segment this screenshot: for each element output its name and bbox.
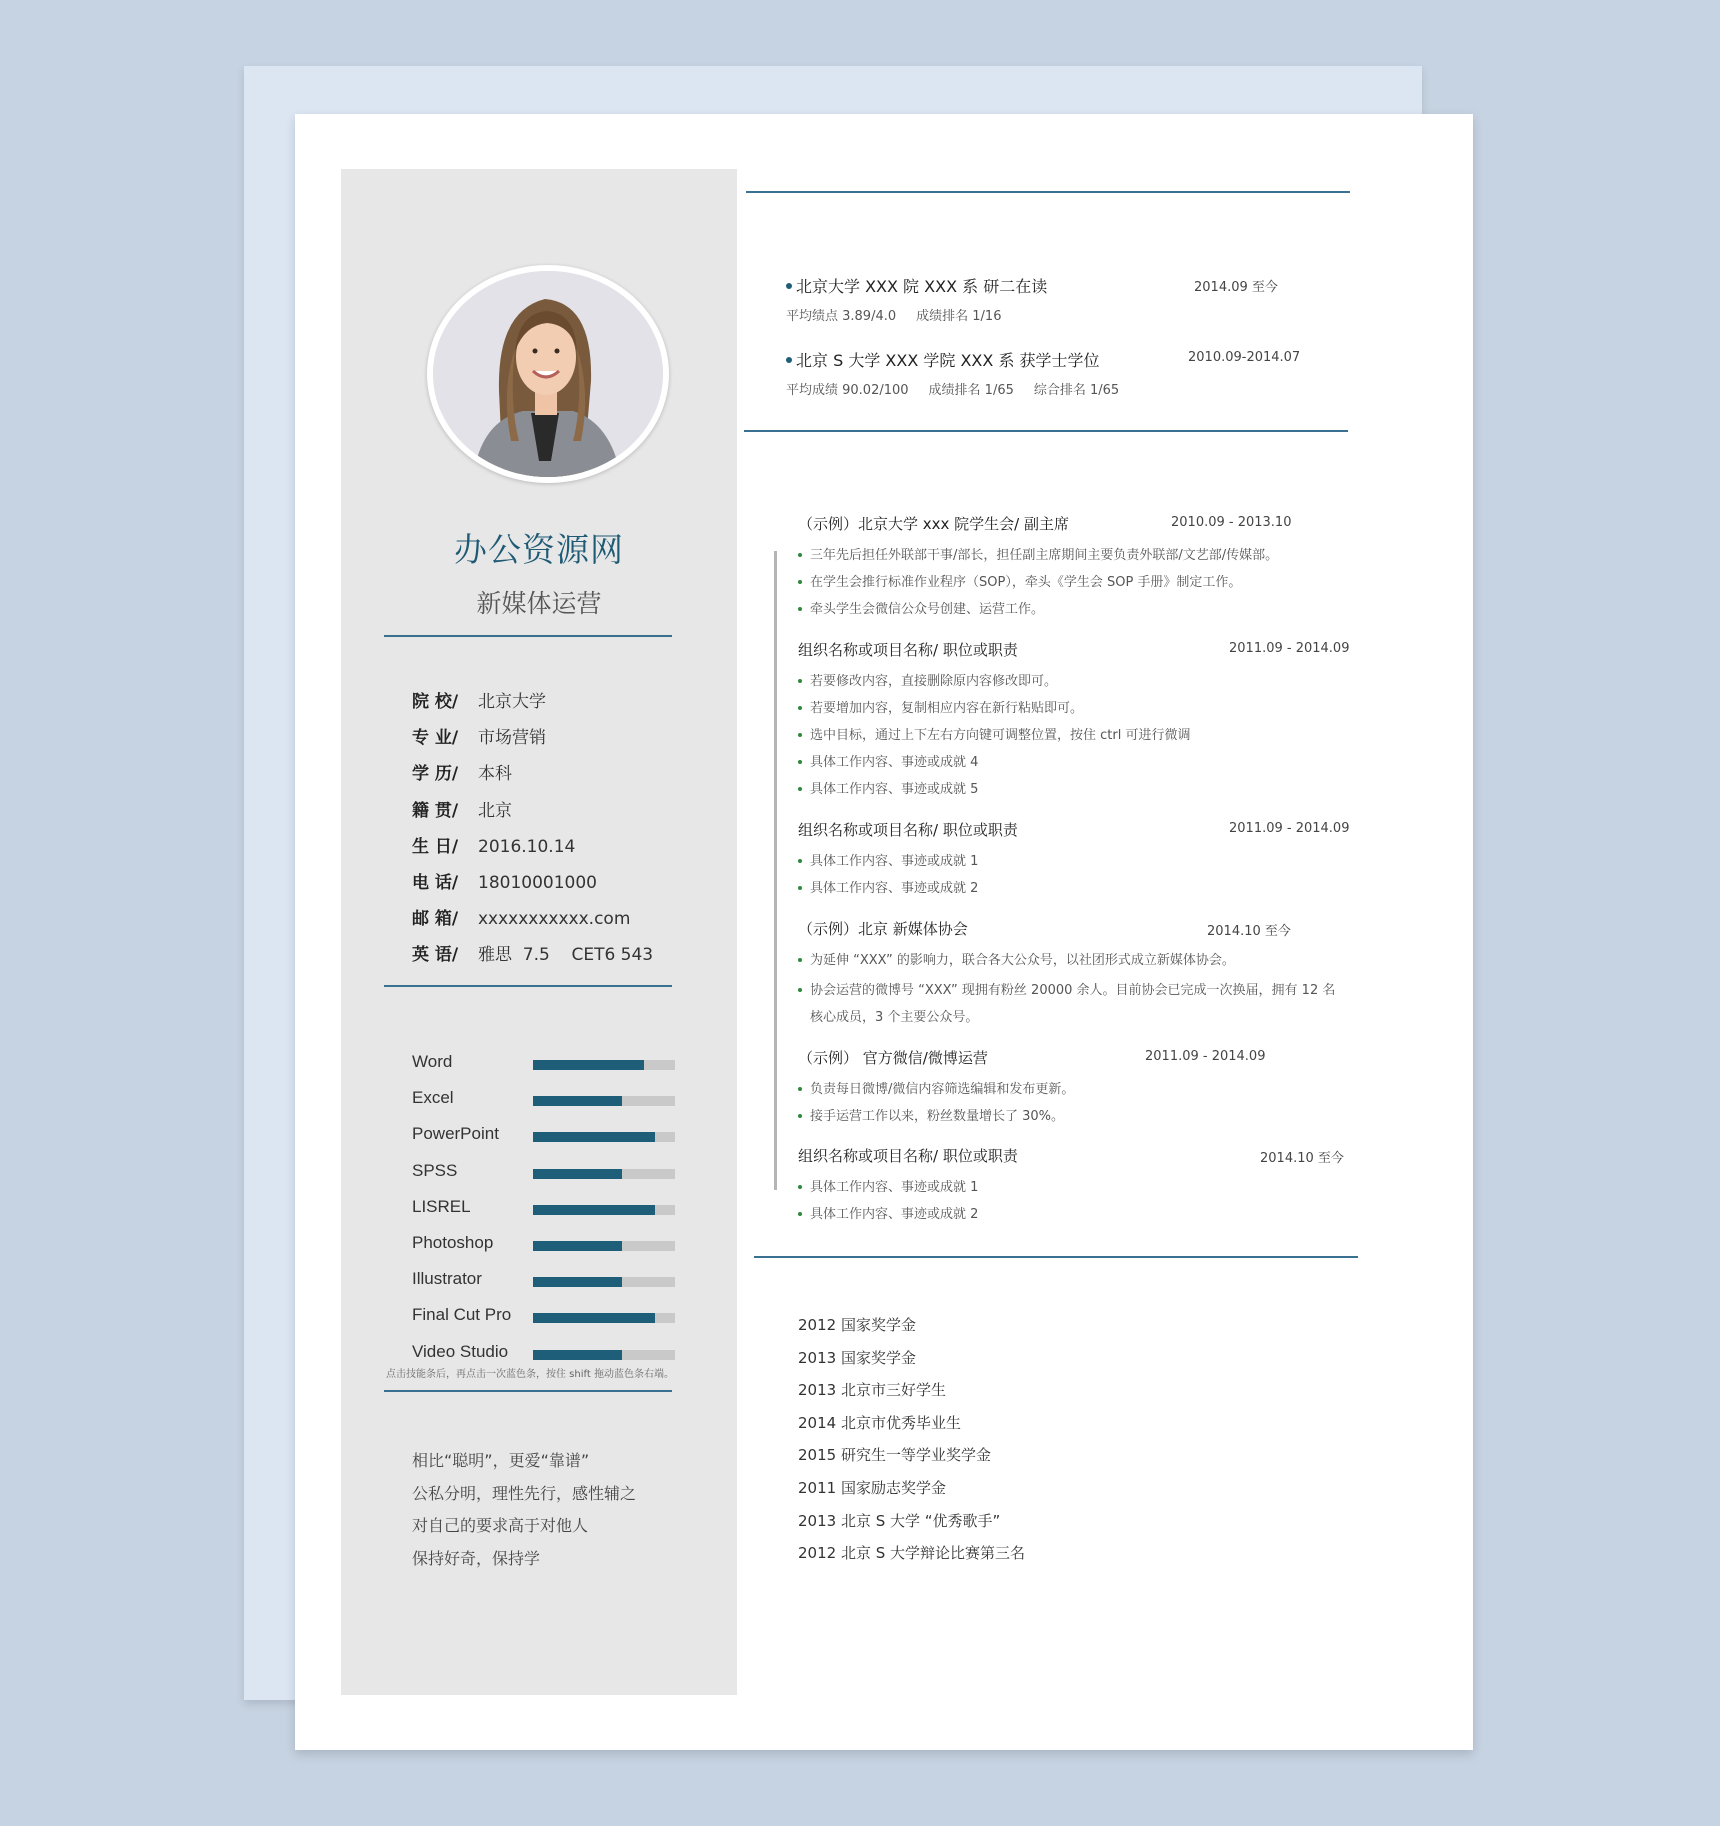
- info-value: 18010001000: [478, 872, 597, 893]
- profile-name: 办公资源网: [454, 530, 624, 569]
- skill-row: [412, 1047, 672, 1083]
- self-evaluation: [412, 1445, 636, 1575]
- skills-list: [412, 1047, 672, 1373]
- skill-row: [412, 1119, 672, 1155]
- motto-line: 相比“聪明”，更爱“靠谱”: [412, 1451, 590, 1470]
- bullet-dot-icon: [786, 283, 792, 289]
- info-row: [412, 756, 653, 792]
- experience-title: （示例）北京 新媒体协会: [798, 920, 968, 938]
- experience-bullet: 具体工作内容、事迹或成就 4: [798, 751, 978, 770]
- skill-bar[interactable]: [533, 1169, 675, 1179]
- experience-date: 2011.09 - 2014.09: [1229, 641, 1350, 656]
- skill-bar[interactable]: [533, 1350, 675, 1360]
- awards-list: [798, 1309, 1025, 1570]
- profile-role: 新媒体运营: [476, 589, 602, 618]
- sidebar: [341, 169, 737, 1695]
- skill-name: Video Studio: [412, 1341, 509, 1361]
- award-item: 2015 研究生一等学业奖学金: [798, 1446, 991, 1465]
- skill-name: SPSS: [412, 1160, 458, 1180]
- basic-info: [412, 684, 653, 974]
- education-title: 北京 S 大学 XXX 学院 XXX 系 获学士学位: [796, 351, 1100, 370]
- education-title: 北京大学 XXX 院 XXX 系 研二在读: [796, 277, 1048, 296]
- skill-bar-fill[interactable]: [533, 1132, 655, 1142]
- education-title-row: [786, 274, 1306, 297]
- education-detail: 平均绩点 3.89/4.0: [786, 309, 897, 324]
- profile-photo: [427, 265, 669, 483]
- info-value: xxxxxxxxxxx.com: [478, 909, 631, 930]
- experience-bullet: 三年先后担任外联部干事/部长，担任副主席期间主要负责外联部/文艺部/传媒部。: [798, 544, 1278, 563]
- skill-name: Word: [412, 1052, 453, 1071]
- skill-name: PowerPoint: [412, 1124, 499, 1144]
- education-details: [786, 305, 1306, 324]
- info-row: [412, 901, 653, 937]
- skill-bar-fill[interactable]: [533, 1205, 655, 1215]
- info-value: 市场营销: [478, 728, 546, 749]
- info-row: [412, 829, 653, 865]
- skill-bar[interactable]: [533, 1060, 675, 1070]
- divider: [384, 1390, 672, 1392]
- skill-bar-fill[interactable]: [533, 1096, 622, 1106]
- skill-bar-fill[interactable]: [533, 1350, 622, 1360]
- skill-name: Excel: [412, 1088, 454, 1108]
- experience-bullet: 具体工作内容、事迹或成就 2: [798, 1203, 978, 1222]
- award-item: 2012 北京 S 大学辩论比赛第三名: [798, 1544, 1026, 1563]
- skill-row: [412, 1083, 672, 1119]
- experience-title: 组织名称或项目名称/ 职位或职责: [798, 641, 1018, 659]
- experience-bullet: 具体工作内容、事迹或成就 1: [798, 1176, 978, 1195]
- motto-line: 对自己的要求高于对他人: [412, 1516, 589, 1536]
- divider: [744, 430, 1348, 432]
- skill-bar-fill[interactable]: [533, 1060, 644, 1070]
- award-item: 2011 国家励志奖学金: [798, 1478, 946, 1497]
- experience-date: 2011.09 - 2014.09: [1145, 1049, 1266, 1064]
- experience-bullet: 接手运营工作以来，粉丝数量增长了 30%。: [798, 1105, 1064, 1124]
- skill-bar[interactable]: [533, 1277, 675, 1287]
- experience-bullet: 具体工作内容、事迹或成就 5: [798, 778, 978, 797]
- education-detail: 平均成绩 90.02/100: [786, 383, 909, 398]
- experience-bullet: 选中目标，通过上下左右方向键可调整位置，按住 ctrl 可进行微调: [798, 724, 1190, 743]
- info-label: 生 日/: [412, 836, 459, 857]
- motto-line: 公私分明，理性先行，感性辅之: [412, 1483, 637, 1503]
- education-item: [786, 274, 1306, 324]
- experience-date: 2014.10 至今: [1260, 1151, 1344, 1166]
- info-label: 籍 贯/: [412, 800, 459, 821]
- divider: [384, 635, 672, 637]
- education-date: 2010.09-2014.07: [1188, 350, 1301, 365]
- skill-name: LISREL: [412, 1196, 471, 1216]
- skill-row: [412, 1264, 672, 1300]
- divider: [384, 985, 672, 987]
- bullet-dot-icon: [786, 357, 792, 363]
- skill-name: Final Cut Pro: [412, 1305, 512, 1325]
- motto-line: 保持好奇，保持学: [412, 1548, 541, 1568]
- info-label: 邮 箱/: [412, 909, 459, 930]
- skill-bar[interactable]: [533, 1096, 675, 1106]
- education-title-row: [786, 348, 1306, 371]
- award-item: 2012 国家奖学金: [798, 1316, 916, 1334]
- divider: [754, 1256, 1358, 1258]
- divider: [746, 191, 1350, 193]
- experience-date: 2011.09 - 2014.09: [1229, 821, 1350, 836]
- experience-bullet: 负责每日微博/微信内容筛选编辑和发布更新。: [798, 1078, 1074, 1097]
- skill-row: [412, 1156, 672, 1192]
- timeline-bar: [774, 551, 777, 1190]
- experience-date: 2014.10 至今: [1207, 924, 1291, 939]
- info-label: 专 业/: [412, 728, 459, 749]
- skill-bar[interactable]: [533, 1313, 675, 1323]
- experience-title: 组织名称或项目名称/ 职位或职责: [798, 821, 1018, 839]
- education-date: 2014.09 至今: [1194, 280, 1278, 295]
- education-detail: 成绩排名 1/65: [928, 383, 1014, 398]
- skill-bar-fill[interactable]: [533, 1313, 655, 1323]
- skill-bar-fill[interactable]: [533, 1241, 622, 1251]
- education-details: [786, 379, 1306, 398]
- experience-bullet: 若要增加内容，复制相应内容在新行粘贴即可。: [798, 697, 1083, 716]
- info-label: 英 语/: [412, 945, 459, 966]
- info-label: 学 历/: [412, 764, 459, 785]
- skill-name: Illustrator: [412, 1269, 482, 1289]
- skill-bar[interactable]: [533, 1132, 675, 1142]
- award-item: 2013 北京市三好学生: [798, 1381, 946, 1400]
- education-detail: 综合排名 1/65: [1033, 383, 1120, 398]
- experience-date: 2010.09 - 2013.10: [1171, 515, 1292, 530]
- experience-bullet: 具体工作内容、事迹或成就 2: [798, 877, 978, 896]
- experience-bullet: 牵头学生会微信公众号创建、运营工作。: [798, 598, 1044, 617]
- skill-bar[interactable]: [533, 1241, 675, 1251]
- skill-row: [412, 1300, 672, 1336]
- experience-bullet: 若要修改内容，直接删除原内容修改即可。: [798, 670, 1057, 689]
- info-label: 电 话/: [412, 872, 459, 893]
- skill-bar[interactable]: [533, 1205, 675, 1215]
- experience-title: （示例）北京大学 xxx 院学生会/ 副主席: [798, 515, 1069, 533]
- skill-bar-fill[interactable]: [533, 1277, 622, 1287]
- info-row: [412, 865, 653, 901]
- info-value: 北京: [478, 800, 512, 821]
- experience-bullet: 具体工作内容、事迹或成就 1: [798, 850, 978, 869]
- resume-page: [295, 114, 1473, 1750]
- info-value: 2016.10.14: [478, 836, 576, 857]
- info-row: [412, 720, 653, 756]
- education-detail: 成绩排名 1/16: [916, 309, 1002, 324]
- education-item: [786, 348, 1306, 398]
- award-item: 2014 北京市优秀毕业生: [798, 1413, 961, 1432]
- award-item: 2013 国家奖学金: [798, 1348, 916, 1367]
- info-value: 本科: [478, 764, 512, 785]
- info-row: [412, 937, 653, 973]
- skill-row: [412, 1228, 672, 1264]
- experience-bullet: 为延伸 “XXX” 的影响力，联合各大公众号，以社团形式成立新媒体协会。: [798, 949, 1235, 968]
- info-value: 雅思 7.5 CET6 543: [478, 945, 654, 966]
- skill-row: [412, 1192, 672, 1228]
- skill-name: Photoshop: [412, 1232, 494, 1252]
- info-value: 北京大学: [478, 692, 546, 712]
- skill-hint: 点击技能条后，再点击一次蓝色条，按住 shift 拖动蓝色条右端。: [386, 1369, 674, 1380]
- experience-bullet: 协会运营的微博号 “XXX” 现拥有粉丝 20000 余人。目前协会已完成一次换届，拥有 12 名: [798, 979, 1335, 998]
- info-row: [412, 684, 653, 720]
- experience-bullet: 在学生会推行标准作业程序（SOP），牵头《学生会 SOP 手册》制定工作。: [798, 571, 1241, 590]
- experience-title: 组织名称或项目名称/ 职位或职责: [798, 1147, 1018, 1165]
- award-item: 2013 北京 S 大学 “优秀歌手”: [798, 1511, 1001, 1530]
- experience-title: （示例） 官方微信/微博运营: [798, 1049, 988, 1067]
- skill-bar-fill[interactable]: [533, 1169, 622, 1179]
- info-row: [412, 793, 653, 829]
- info-label: 院 校/: [412, 692, 459, 712]
- experience-bullet: 核心成员，3 个主要公众号。: [810, 1010, 979, 1025]
